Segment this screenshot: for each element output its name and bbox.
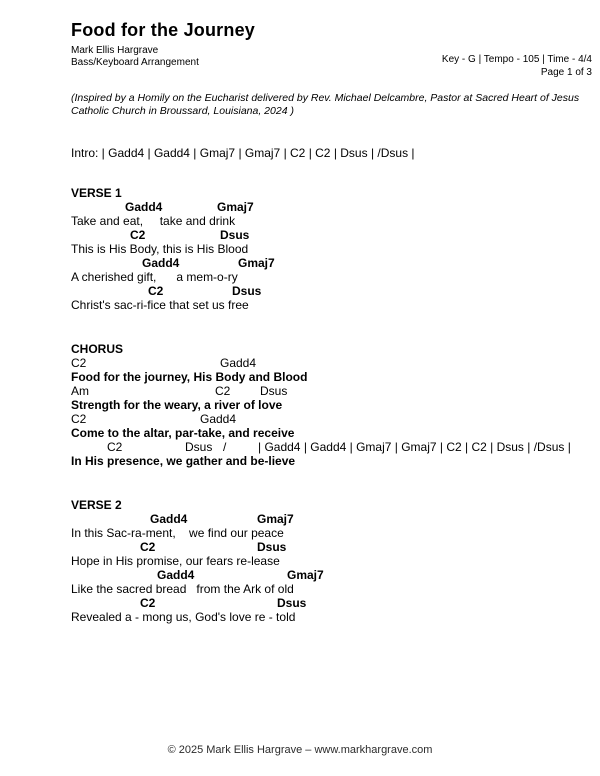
chord-symbol: Gmaj7 [217, 200, 254, 214]
chord-symbol: | Gadd4 | Gadd4 | Gmaj7 | Gmaj7 | C2 | C2 | Dsus | /Dsus | [258, 440, 571, 454]
chord-line [71, 596, 592, 610]
meta-block [442, 54, 592, 79]
lyric-line: Like the sacred bread from the Ark of old [71, 582, 294, 596]
lyric-line: Take and eat, take and drink [71, 214, 236, 228]
lyric-line: Come to the altar, par-take, and receive [71, 426, 295, 440]
page-number: Page 1 of 3 [540, 66, 592, 78]
chord-line [71, 228, 592, 242]
chord-symbol: Gadd4 [150, 512, 188, 526]
chord-symbol: Dsus [277, 596, 307, 610]
chord-symbol: C2 [107, 440, 123, 454]
chord-line [71, 384, 592, 398]
lyric-line: Strength for the weary, a river of love [71, 398, 283, 412]
author-name: Mark Ellis Hargrave [71, 45, 159, 56]
chord-symbol: C2 [140, 540, 156, 554]
chord-line [71, 284, 592, 298]
chord-symbol: / [223, 440, 227, 454]
chord-symbol: Gadd4 [125, 200, 163, 214]
chord-line [71, 568, 592, 582]
chord-line [71, 256, 592, 270]
lyric-line: Christ's sac-ri-fice that set us free [71, 298, 249, 312]
chord-symbol: Dsus [220, 228, 250, 242]
section-heading: VERSE 2 [71, 498, 122, 512]
section-heading: CHORUS [71, 342, 124, 356]
chord-symbol: C2 [215, 384, 231, 398]
arrangement-label: Bass/Keyboard Arrangement [71, 57, 199, 68]
chord-line [71, 512, 592, 526]
chord-line [71, 540, 592, 554]
lyric-line: In this Sac-ra-ment, we find our peace [71, 526, 284, 540]
song-title: Food for the Journey [71, 20, 255, 40]
intro-progression: Intro: | Gadd4 | Gadd4 | Gmaj7 | Gmaj7 | C2 | C2 | Dsus | /Dsus | [71, 146, 415, 160]
lyric-line: Hope in His promise, our fears re-lease [71, 554, 280, 568]
chord-symbol: Gadd4 [200, 412, 237, 426]
chord-symbol: C2 [71, 356, 87, 370]
chord-symbol: Gadd4 [142, 256, 180, 270]
song-sections [71, 186, 592, 624]
chord-symbol: Dsus [260, 384, 288, 398]
key-tempo-time: Key - G | Tempo - 105 | Time - 4/4 [441, 54, 592, 65]
lyric-line: Food for the journey, His Body and Blood [71, 370, 308, 384]
chord-symbol: Dsus [185, 440, 213, 454]
section-verse-1 [71, 186, 592, 312]
section-heading: VERSE 1 [71, 186, 122, 200]
chord-symbol: Gmaj7 [257, 512, 294, 526]
lyric-line: A cherished gift, a mem-o-ry [71, 270, 238, 284]
chord-line [71, 440, 592, 454]
chord-symbol: Gadd4 [220, 356, 257, 370]
chord-symbol: Dsus [232, 284, 262, 298]
chord-line [71, 412, 592, 426]
chord-symbol: Am [71, 384, 89, 398]
inspiration-note: (Inspired by a Homily on the Eucharist delivered by Rev. Michael Delcambre, Pastor at Sacred Heart of Jesus Catholic Church in Broussard, Louisiana, 2024 ) [71, 92, 580, 117]
section-verse-2 [71, 498, 592, 624]
chord-symbol: Dsus [257, 540, 287, 554]
chord-symbol: C2 [140, 596, 156, 610]
chord-symbol: Gmaj7 [287, 568, 324, 582]
lyric-line: This is His Body, this is His Blood [71, 242, 249, 256]
chord-symbol: C2 [148, 284, 164, 298]
chord-line [71, 200, 592, 214]
lyric-line: In His presence, we gather and be-lieve [71, 454, 296, 468]
chord-line [71, 356, 592, 370]
chord-symbol: Gadd4 [157, 568, 195, 582]
chord-symbol: C2 [130, 228, 146, 242]
chord-symbol: Gmaj7 [238, 256, 275, 270]
section-chorus [71, 342, 592, 468]
chord-symbol: C2 [71, 412, 87, 426]
lyric-line: Revealed a - mong us, God's love re - told [71, 610, 296, 624]
copyright-footer: © 2025 Mark Ellis Hargrave – www.markhargrave.com [167, 744, 433, 756]
